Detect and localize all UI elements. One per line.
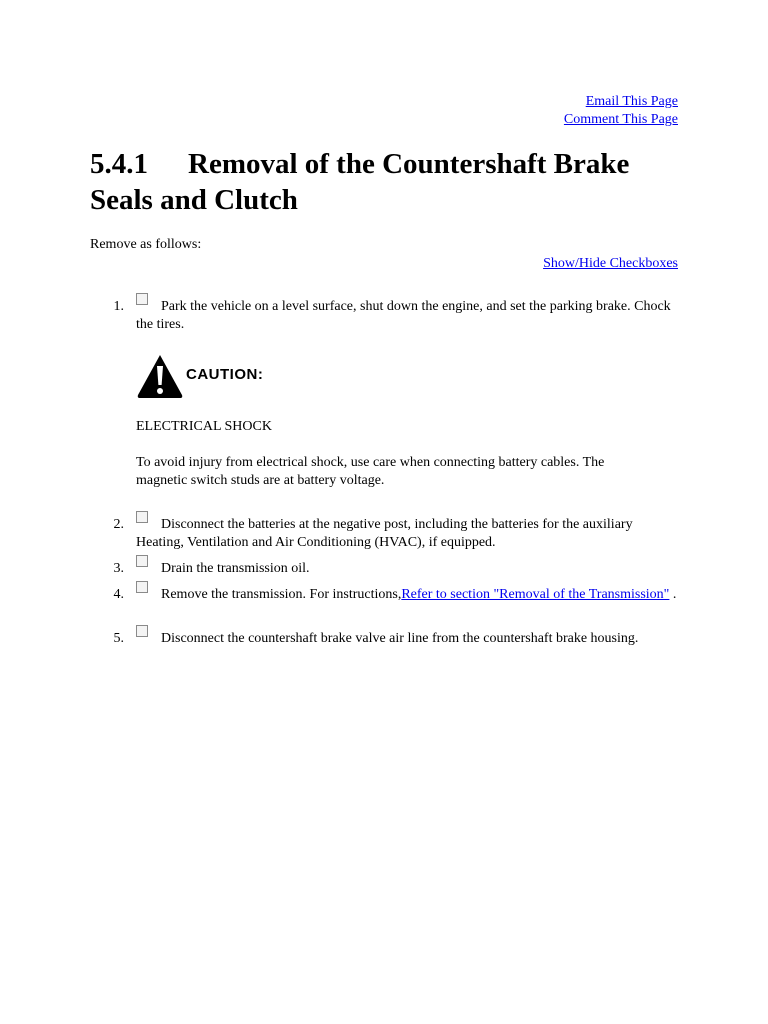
caution-label: CAUTION:	[186, 366, 264, 383]
caution-badge	[136, 352, 678, 400]
warning-triangle-icon	[136, 353, 184, 399]
caution-heading: ELECTRICAL SHOCK	[136, 419, 272, 434]
show-hide-checkboxes-link[interactable]: Show/Hide Checkboxes	[543, 256, 678, 271]
step-number: 5.	[113, 631, 124, 646]
step-text: Drain the transmission oil.	[161, 561, 310, 576]
caution-notice	[136, 352, 678, 488]
step-suffix: .	[669, 587, 677, 602]
step-checkbox[interactable]	[136, 511, 148, 523]
refer-to-section-link[interactable]: Refer to section "Removal of the Transmission"	[401, 587, 670, 602]
section-title: Removal of the Countershaft Brake Seals and Clutch	[90, 148, 630, 216]
step-number: 3.	[113, 561, 124, 576]
step-number: 1.	[113, 299, 124, 314]
step-checkbox[interactable]	[136, 555, 148, 567]
page-actions	[564, 93, 678, 129]
step-checkbox[interactable]	[136, 625, 148, 637]
step-text: Disconnect the batteries at the negative post, including the batteries for the auxiliary Heating, Ventilation and Air Conditioning (HVAC), if equipped.	[136, 517, 633, 550]
step-text: Remove the transmission. For instructions,	[161, 587, 402, 602]
step-number: 4.	[113, 587, 124, 602]
step-text: Park the vehicle on a level surface, shut down the engine, and set the parking brake. Chock the tires.	[136, 299, 671, 332]
step-number: 2.	[113, 517, 124, 532]
step-checkbox[interactable]	[136, 581, 148, 593]
page-title	[90, 146, 678, 218]
intro-text: Remove as follows:	[90, 237, 202, 252]
step-checkbox[interactable]	[136, 293, 148, 305]
section-number: 5.4.1	[90, 148, 148, 180]
email-page-link[interactable]: Email This Page	[585, 94, 678, 109]
step-text: Disconnect the countershaft brake valve air line from the countershaft brake housing.	[161, 631, 639, 646]
comment-page-link[interactable]: Comment This Page	[563, 112, 678, 127]
caution-text: To avoid injury from electrical shock, use care when connecting battery cables. The magnetic switch studs are at battery voltage.	[136, 455, 605, 488]
